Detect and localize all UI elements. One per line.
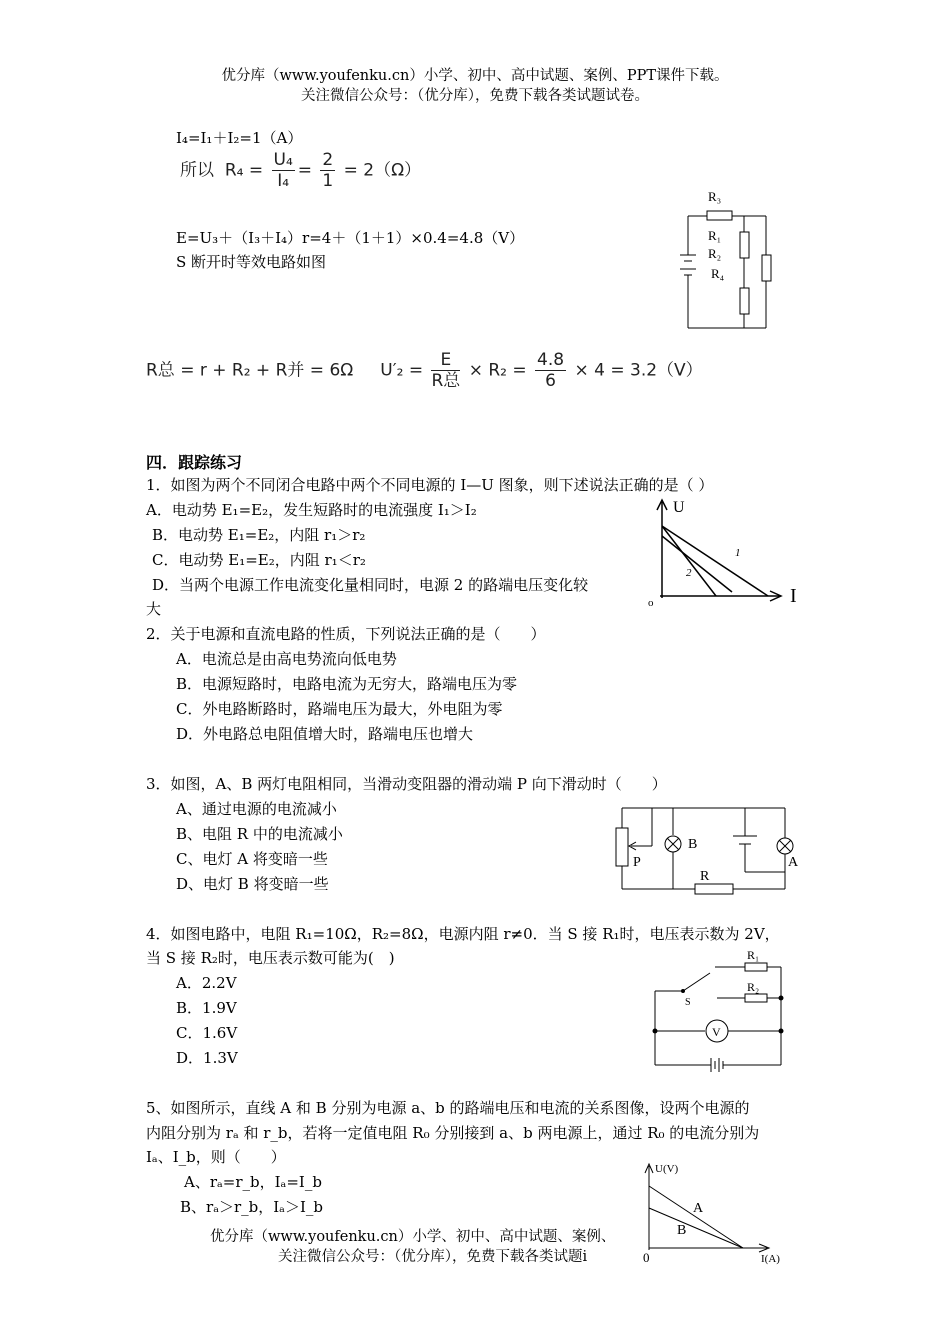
- graph1-axis-u: U: [673, 499, 685, 516]
- q1-option-b: B．电动势 E₁=E₂，内阻 r₁＞r₂: [152, 526, 366, 544]
- q3-option-b: B、电阻 R 中的电流减小: [176, 825, 343, 843]
- u2-result: × 4 = 3.2（V）: [574, 360, 703, 381]
- q5-stem-line1: 5、如图所示，直线 A 和 B 分别为电源 a、b 的路端电压和电流的关系图像，设两个电源的: [146, 1099, 750, 1117]
- q4-stem-line1: 4．如图电路中，电阻 R₁=10Ω，R₂=8Ω，电源内阻 r≠0．当 S 接 R₁时，电压表示数为 2V，: [146, 925, 780, 943]
- footer-line-1: 优分库（www.youfenku.cn）小学、初中、高中试题、案例、: [210, 1229, 616, 1245]
- q2-option-c: C．外电路断路时，路端电压为最大，外电阻为零: [176, 700, 503, 718]
- r4-fraction-1: [272, 150, 295, 191]
- u2-mid: × R₂ =: [468, 360, 527, 381]
- q4-option-b: B．1.9V: [176, 999, 237, 1017]
- q1-option-a: A．电动势 E₁=E₂，发生短路时的电流强度 I₁＞I₂: [146, 501, 477, 519]
- graph1-line-1: 1: [735, 547, 741, 559]
- circuit4-label-v: V: [712, 1025, 721, 1039]
- circuit4-label-r2: R₂: [747, 980, 760, 994]
- circuit1-label-r3: R₃: [708, 189, 722, 204]
- circuit3-label-a: A: [788, 855, 799, 870]
- header-line-2: 关注微信公众号：（优分库），免费下载各类试题试卷。: [301, 88, 649, 104]
- u2-num-2: 4.8: [537, 350, 565, 370]
- graph5-origin: 0: [643, 1250, 650, 1265]
- q1-option-d-line1: D．当两个电源工作电流变化量相同时，电源 2 的路端电压变化较: [152, 576, 589, 594]
- u2-num-1: E: [431, 350, 460, 371]
- footer-line-2: 关注微信公众号：（优分库），免费下载各类试题i: [278, 1249, 588, 1265]
- circuit1-label-r2: R₂: [708, 246, 722, 261]
- q5-option-b: B、rₐ＞r_b，Iₐ＞I_b: [180, 1198, 323, 1216]
- graph5-line-b: B: [677, 1223, 687, 1238]
- q2-stem: 2．关于电源和直流电路的性质，下列说法正确的是（ ）: [146, 625, 546, 643]
- q1-option-c: C．电动势 E₁=E₂，内阻 r₁＜r₂: [152, 551, 366, 569]
- q5-option-a: A、rₐ=r_b，Iₐ=I_b: [184, 1173, 322, 1191]
- section-title: 四．跟踪练习: [146, 453, 243, 472]
- r4-num-1: U₄: [273, 150, 293, 170]
- q3-option-c: C、电灯 A 将变暗一些: [176, 850, 328, 868]
- i4-equation: I₄=I₁＋I₂=1（A）: [176, 129, 303, 147]
- q3-option-a: A、通过电源的电流减小: [176, 800, 337, 818]
- graph5-line-a: A: [693, 1201, 704, 1216]
- circuit-diagram-equivalent: [670, 180, 790, 335]
- s-open-text: S 断开时等效电路如图: [176, 253, 327, 271]
- q4-option-d: D．1.3V: [176, 1049, 238, 1067]
- r4-den-1: I₄: [277, 171, 290, 191]
- u2-den-1: R总: [431, 371, 461, 391]
- graph5-axis-i: I(A): [761, 1253, 780, 1265]
- circuit1-label-r4: R₄: [711, 266, 725, 281]
- emf-equation: E=U₃＋（I₃＋I₄）r=4＋（1＋1）×0.4=4.8（V）: [176, 229, 525, 247]
- header-line-1: 优分库（www.youfenku.cn）小学、初中、高中试题、案例、PPT课件下载。: [221, 68, 729, 84]
- u2-lhs: U′₂ =: [380, 360, 424, 381]
- q5-stem-line3: Iₐ、I_b，则（ ）: [146, 1148, 286, 1166]
- graph5-axis-u: U(V): [655, 1163, 679, 1175]
- graph1-axis-i: I: [790, 585, 797, 607]
- q2-option-b: B．电源短路时，电路电流为无穷大，路端电压为零: [176, 675, 518, 693]
- q4-option-c: C．1.6V: [176, 1024, 238, 1042]
- r4-prefix: 所以: [180, 160, 214, 181]
- circuit-diagram-q4: [645, 945, 795, 1075]
- u2-formula: [146, 350, 703, 391]
- circuit-diagram-q3: [600, 800, 805, 895]
- circuit3-label-r: R: [700, 869, 710, 884]
- circuit1-label-r1: R₁: [708, 228, 722, 243]
- circuit3-label-b: B: [688, 837, 698, 852]
- u2-fraction-2: [535, 350, 566, 391]
- r4-result: = 2（Ω）: [343, 160, 422, 181]
- q2-option-d: D．外电路总电阻值增大时，路端电压也增大: [176, 725, 474, 743]
- q3-option-d: D、电灯 B 将变暗一些: [176, 875, 329, 893]
- r4-fraction-2: [320, 150, 335, 191]
- q1-stem: 1．如图为两个不同闭合电路中两个不同电源的 I—U 图象，则下述说法正确的是（ ）: [146, 476, 714, 494]
- u2-den-2: 6: [545, 371, 556, 391]
- graph1-origin: o: [648, 597, 654, 609]
- q5-stem-line2: 内阻分别为 rₐ 和 r_b，若将一定值电阻 R₀ 分别接到 a、b 两电源上，通过 R₀ 的电流分别为: [146, 1124, 760, 1142]
- circuit4-label-r1: R₁: [747, 948, 760, 962]
- rtotal-formula: R总 = r + R₂ + R并 = 6Ω: [146, 360, 354, 381]
- q4-option-a: A．2.2V: [176, 974, 237, 992]
- u2-fraction-1: [431, 350, 460, 391]
- q1-option-d-line2: 大: [146, 600, 162, 618]
- q2-option-a: A．电流总是由高电势流向低电势: [176, 650, 397, 668]
- iu-graph-q1: [640, 494, 815, 614]
- r4-formula: 所以 R₄ = $\frac{\text{U₄}}{\text{I₄}}$ = $\frac{2}{1}$ = 2（Ω）: [180, 150, 422, 191]
- circuit4-label-s: S: [685, 997, 691, 1008]
- q3-stem: 3．如图，A、B 两灯电阻相同，当滑动变阻器的滑动端 P 向下滑动时（ ）: [146, 775, 667, 793]
- ui-graph-q5: [635, 1160, 795, 1270]
- circuit3-label-p: P: [633, 855, 641, 870]
- r4-lhs: R₄ =: [224, 160, 264, 181]
- graph1-line-2: 2: [686, 567, 692, 579]
- r4-num-2: 2: [322, 150, 334, 170]
- q4-stem-line2: 当 S 接 R₂时，电压表示数可能为( ): [146, 949, 395, 967]
- r4-den-2: 1: [322, 171, 334, 191]
